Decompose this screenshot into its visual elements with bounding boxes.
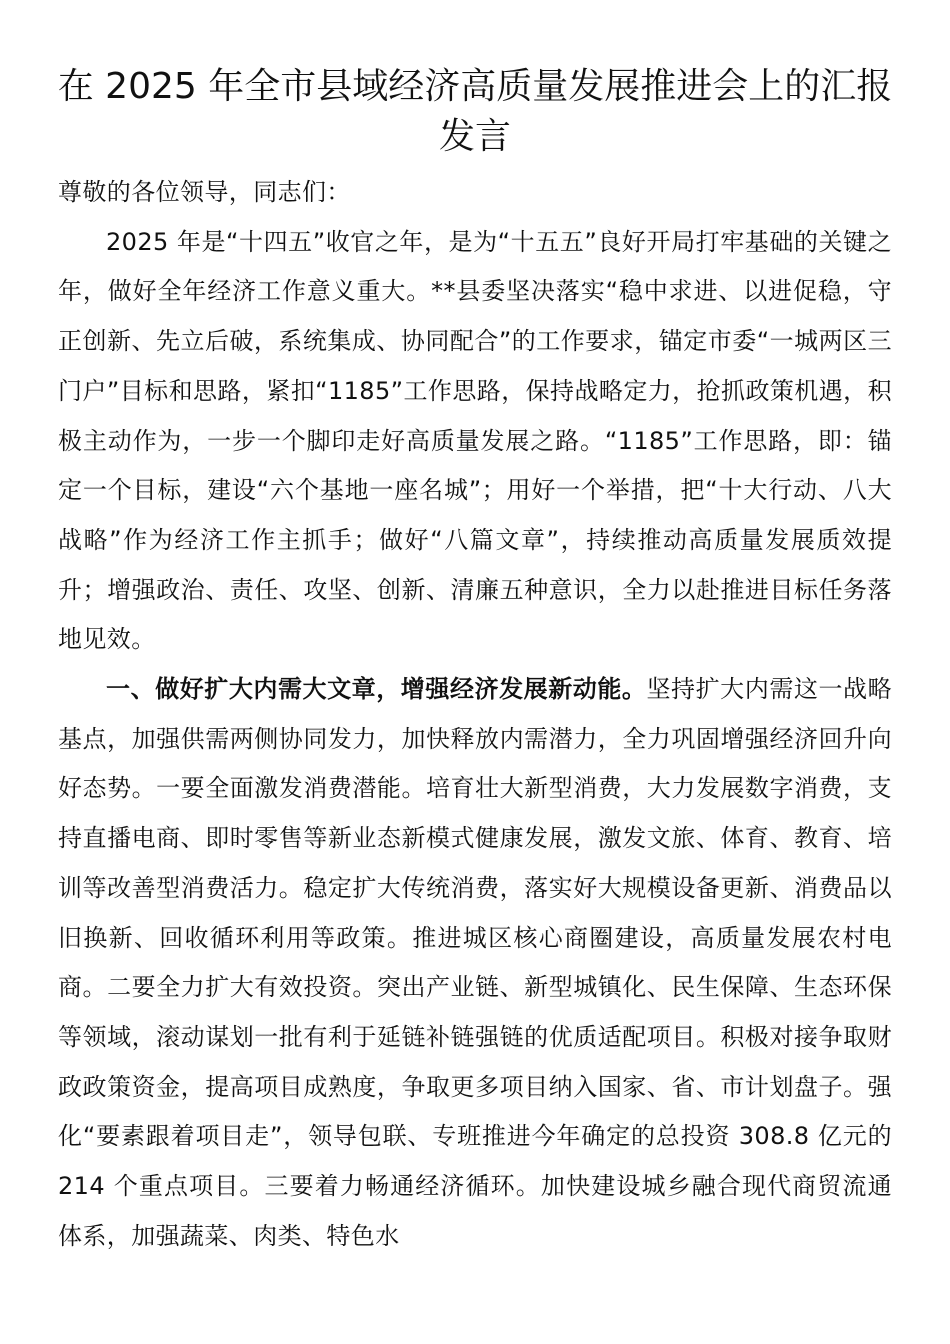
paragraph-intro bbox=[58, 218, 892, 665]
paragraph-lead: 一、做好扩大内需大文章，增强经济发展新动能。 bbox=[106, 675, 647, 704]
document-body bbox=[58, 168, 892, 1261]
document-title: 在 2025 年全市县域经济高质量发展推进会上的汇报发言 bbox=[57, 66, 893, 157]
paragraph-text: 坚持扩大内需这一战略基点，加强供需两侧协同发力，加快释放内需潜力，全力巩固增强经济回升向好态势。一要全面激发消费潜能。培育壮大新型消费，大力发展数字消费，支持直播电商、即时零售等新业态新模式健康发展，激发文旅、体育、教育、培训等改善型消费活力。稳定扩大传统消费，落实好大规模设备更新、消费品以旧换新、回收循环利用等政策。推进城区核心商圈建设，高质量发展农村电商。二要全力扩大有效投资。突出产业链、新型城镇化、民生保障、生态环保等领域，滚动谋划一批有利于延链补链强链的优质适配项目。积极对接争取财政政策资金，提高项目成熟度，争取更多项目纳入国家、省、市计划盘子。强化“要素跟着项目走”，领导包联、专班推进今年确定的总投资 308.8 亿元的 214 个重点项目。三要着力畅通经济循环。加快建设城乡融合现代商贸流通体系，加强蔬菜、肉类、特色水 bbox=[58, 675, 892, 1250]
paragraph-text: 2025 年是“十四五”收官之年，是为“十五五”良好开局打牢基础的关键之年，做好全年经济工作意义重大。**县委坚决落实“稳中求进、以进促稳，守正创新、先立后破，系统集成、协同配合”的工作要求，锚定市委“一城两区三门户”目标和思路，紧扣“1185”工作思路，保持战略定力，抢抓政策机遇，积极主动作为，一步一个脚印走好高质量发展之路。“1185”工作思路，即：锚定一个目标，建设“六个基地一座名城”；用好一个举措，把“十大行动、八大战略”作为经济工作主抓手；做好“八篇文章”，持续推动高质量发展质效提升；增强政治、责任、攻坚、创新、清廉五种意识，全力以赴推进目标任务落地见效。 bbox=[58, 227, 892, 654]
salutation: 尊敬的各位领导，同志们： bbox=[58, 178, 351, 206]
paragraph-section-1 bbox=[58, 665, 892, 1261]
